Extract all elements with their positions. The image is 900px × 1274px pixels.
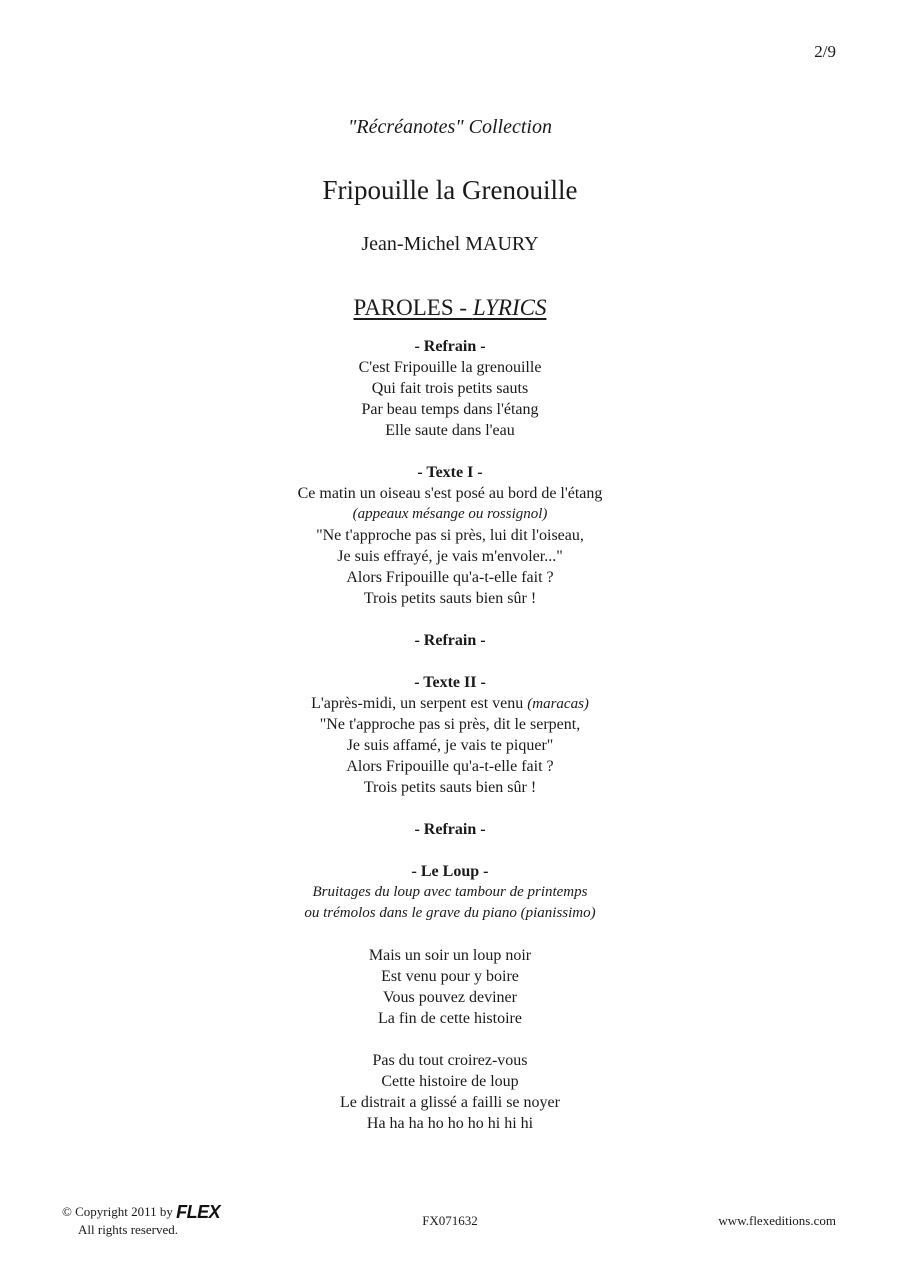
refrain-line: Par beau temps dans l'étang — [361, 401, 539, 418]
refrain-heading: - Refrain - — [414, 338, 486, 355]
lyrics-heading — [0, 292, 900, 324]
texte2-line: "Ne t'approche pas si près, dit le serpent, — [319, 716, 581, 733]
loup-line: Vous pouvez deviner — [383, 989, 517, 1006]
loup-line: Est venu pour y boire — [381, 968, 519, 985]
loup-section — [0, 861, 900, 1134]
refrain-line: Elle saute dans l'eau — [385, 422, 515, 439]
refrain-line: Qui fait trois petits sauts — [371, 380, 529, 397]
loup-line: Cette histoire de loup — [381, 1073, 519, 1090]
refrain2-section — [0, 630, 900, 651]
texte1-section — [0, 462, 900, 609]
texte2-line: Trois petits sauts bien sûr ! — [363, 779, 537, 796]
texte2-section — [0, 672, 900, 798]
texte2-line: Je suis affamé, je vais te piquer" — [346, 737, 554, 754]
texte2-line — [0, 693, 900, 714]
texte2-instrument-note: (maracas) — [527, 696, 589, 712]
texte1-line: "Ne t'approche pas si près, lui dit l'oiseau, — [316, 527, 584, 544]
loup-line: Mais un soir un loup noir — [368, 947, 532, 964]
loup-sound-note: Bruitages du loup avec tambour de printemps — [312, 884, 588, 900]
texte2-heading: - Texte II - — [414, 674, 486, 691]
rights-text: All rights reserved. — [78, 1222, 179, 1237]
texte1-line: Alors Fripouille qu'a-t-elle fait ? — [346, 569, 554, 586]
texte1-line: Trois petits sauts bien sûr ! — [363, 590, 537, 607]
page-number: 2/9 — [814, 42, 836, 61]
refrain3-section — [0, 819, 900, 840]
song-title: Fripouille la Grenouille — [322, 175, 578, 205]
loup-line: Le distrait a glissé a failli se noyer — [340, 1094, 560, 1111]
copyright-text: © Copyright 2011 by — [62, 1204, 173, 1219]
loup-line: Pas du tout croirez-vous — [372, 1052, 528, 1069]
texte1-instrument-note: (appeaux mésange ou rossignol) — [352, 506, 548, 522]
refrain-line: C'est Fripouille la grenouille — [358, 359, 542, 376]
lyrics-heading-main: PAROLES - — [353, 295, 473, 320]
loup-heading: - Le Loup - — [411, 863, 489, 880]
loup-line: Ha ha ha ho ho ho hi hi hi — [366, 1115, 534, 1132]
texte1-heading: - Texte I - — [417, 464, 483, 481]
texte2-line1-text: L'après-midi, un serpent est venu — [311, 695, 528, 712]
composer-name: Jean-Michel MAURY — [361, 233, 539, 255]
texte1-line: Je suis effrayé, je vais m'envoler..." — [337, 548, 563, 565]
catalog-number: FX071632 — [422, 1213, 478, 1228]
refrain3-heading: - Refrain - — [414, 821, 486, 838]
loup-sound-note: ou trémolos dans le grave du piano (pianissimo) — [304, 905, 596, 921]
texte1-line: Ce matin un oiseau s'est posé au bord de l'étang — [297, 485, 603, 502]
website-url: www.flexeditions.com — [718, 1213, 836, 1228]
texte2-line: Alors Fripouille qu'a-t-elle fait ? — [346, 758, 554, 775]
refrain2-heading: - Refrain - — [414, 632, 486, 649]
refrain-section — [0, 336, 900, 441]
loup-line: La fin de cette histoire — [378, 1010, 522, 1027]
flex-logo: FLEX — [176, 1202, 221, 1222]
collection-title: "Récréanotes" Collection — [348, 116, 552, 138]
lyrics-page — [0, 112, 900, 1134]
lyrics-heading-italic: LYRICS — [472, 295, 547, 320]
